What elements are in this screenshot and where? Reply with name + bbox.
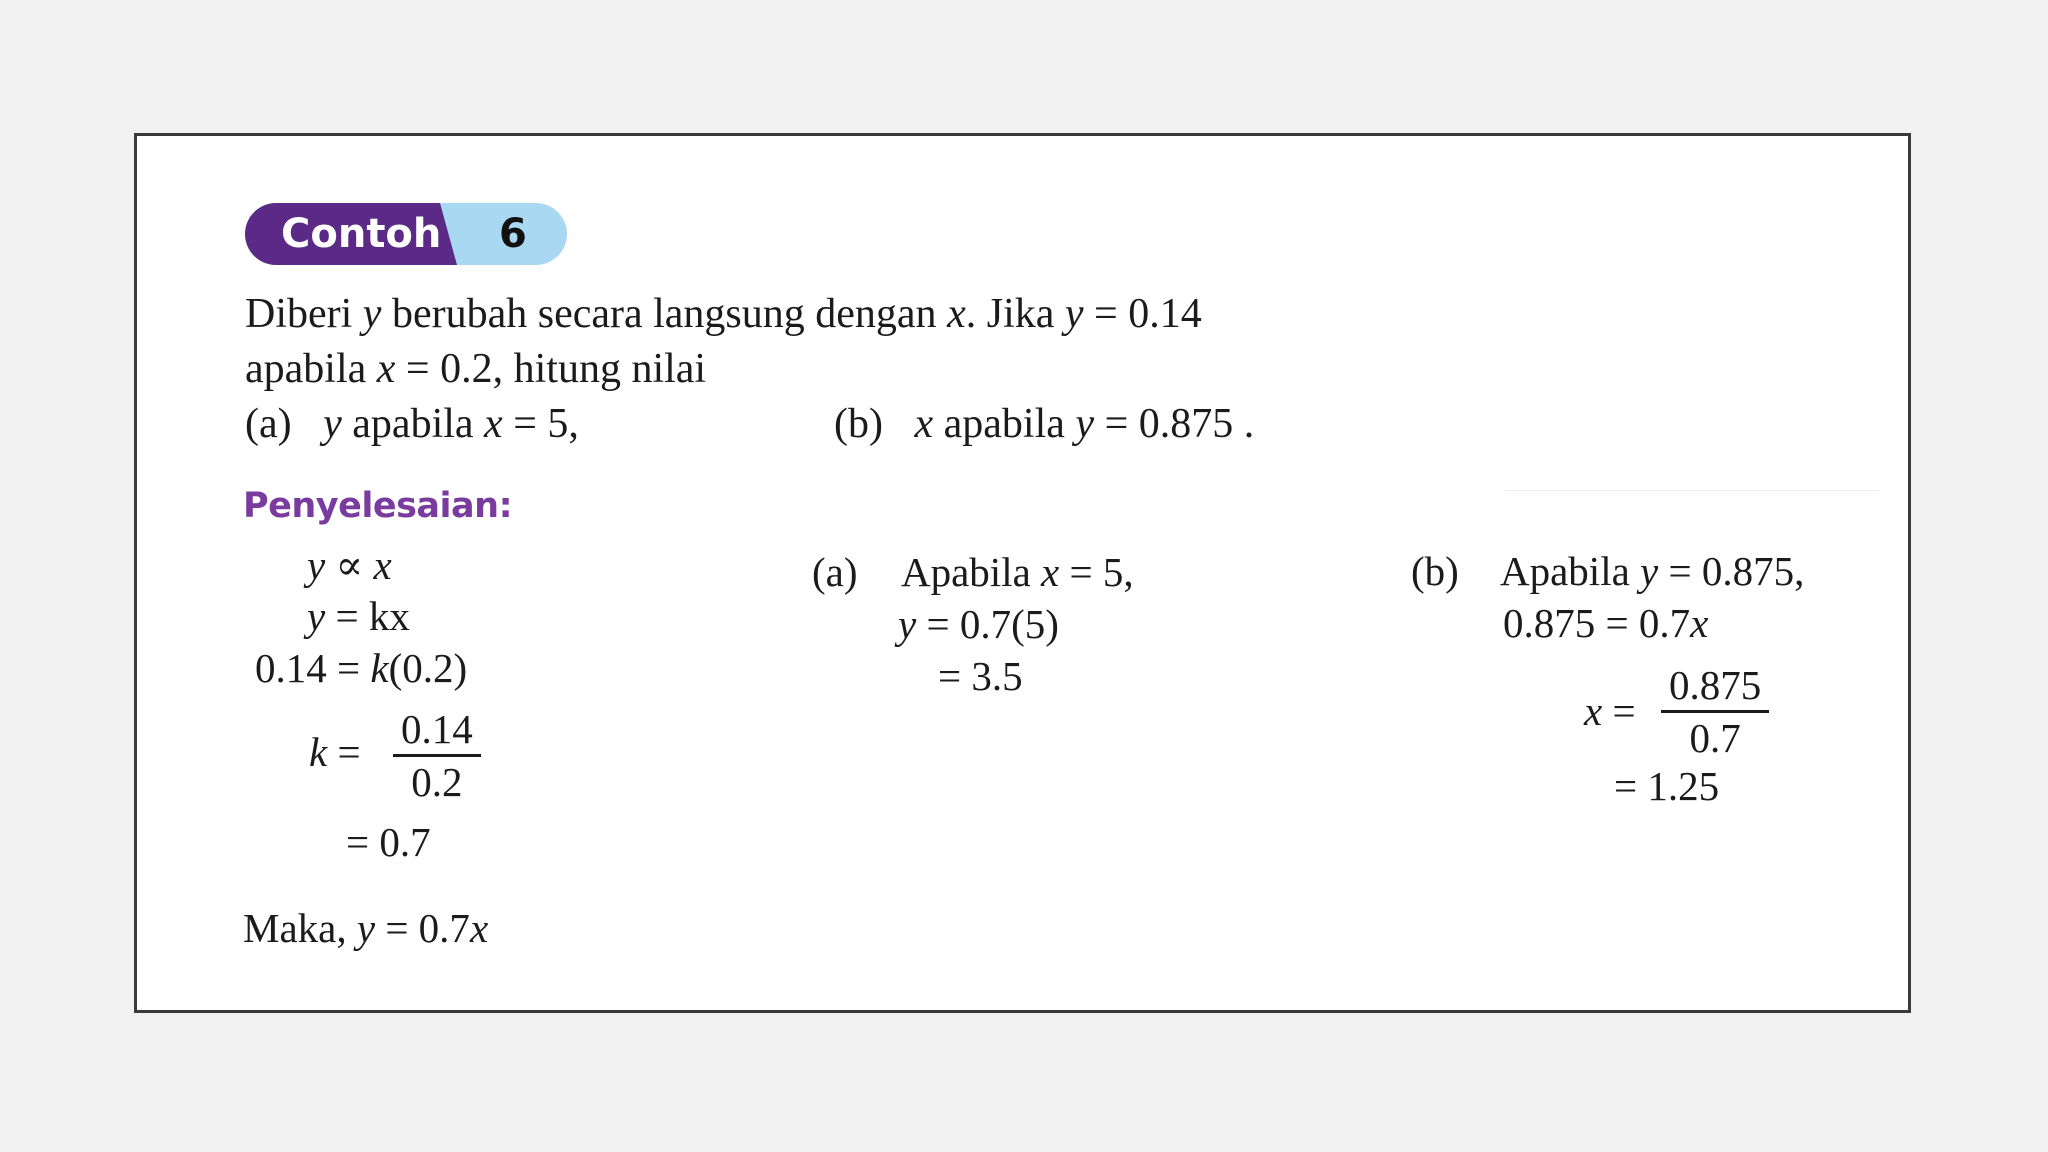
k-numerator: 0.14 bbox=[393, 706, 481, 757]
part-a-line-3: = 3.5 bbox=[938, 653, 1023, 699]
part-a-line-2: y = 0.7(5) bbox=[898, 601, 1059, 647]
x-denominator: 0.7 bbox=[1689, 715, 1741, 761]
badge-number: 6 bbox=[499, 211, 527, 257]
part-a-line-1: Apabila x = 5, bbox=[901, 549, 1134, 595]
step-proportional: y ∝ x bbox=[307, 542, 392, 588]
step-y-equals-kx: y = kx bbox=[307, 593, 410, 639]
x-result: = 1.25 bbox=[1614, 763, 1720, 809]
k-denominator: 0.2 bbox=[411, 759, 463, 805]
k-result: = 0.7 bbox=[346, 819, 431, 865]
divider-line bbox=[1505, 490, 1879, 491]
part-b-line-2: 0.875 = 0.7x bbox=[1503, 600, 1709, 646]
step-substitute: 0.14 = k(0.2) bbox=[255, 645, 468, 691]
question-line-1: Diberi y berubah secara langsung dengan x. Jika y = 0.14 bbox=[245, 291, 1202, 337]
x-lhs: x = bbox=[1584, 688, 1636, 734]
x-numerator: 0.875 bbox=[1661, 662, 1769, 713]
example-badge bbox=[245, 203, 567, 265]
part-a-label: (a) bbox=[812, 549, 858, 595]
conclusion: Maka, y = 0.7x bbox=[243, 905, 489, 951]
question-part-a: (a) y apabila x = 5, bbox=[245, 401, 579, 447]
question-part-b: (b) x apabila y = 0.875 . bbox=[834, 401, 1255, 447]
part-b-label: (b) bbox=[1411, 548, 1459, 594]
solution-heading: Penyelesaian: bbox=[243, 486, 513, 526]
x-fraction bbox=[1661, 662, 1769, 761]
example-card bbox=[134, 133, 1911, 1013]
k-lhs: k = bbox=[309, 729, 361, 775]
question-line-2: apabila x = 0.2, hitung nilai bbox=[245, 346, 707, 392]
badge-label: Contoh bbox=[281, 211, 442, 257]
k-fraction bbox=[393, 706, 481, 805]
part-b-line-1: Apabila y = 0.875, bbox=[1500, 548, 1805, 594]
